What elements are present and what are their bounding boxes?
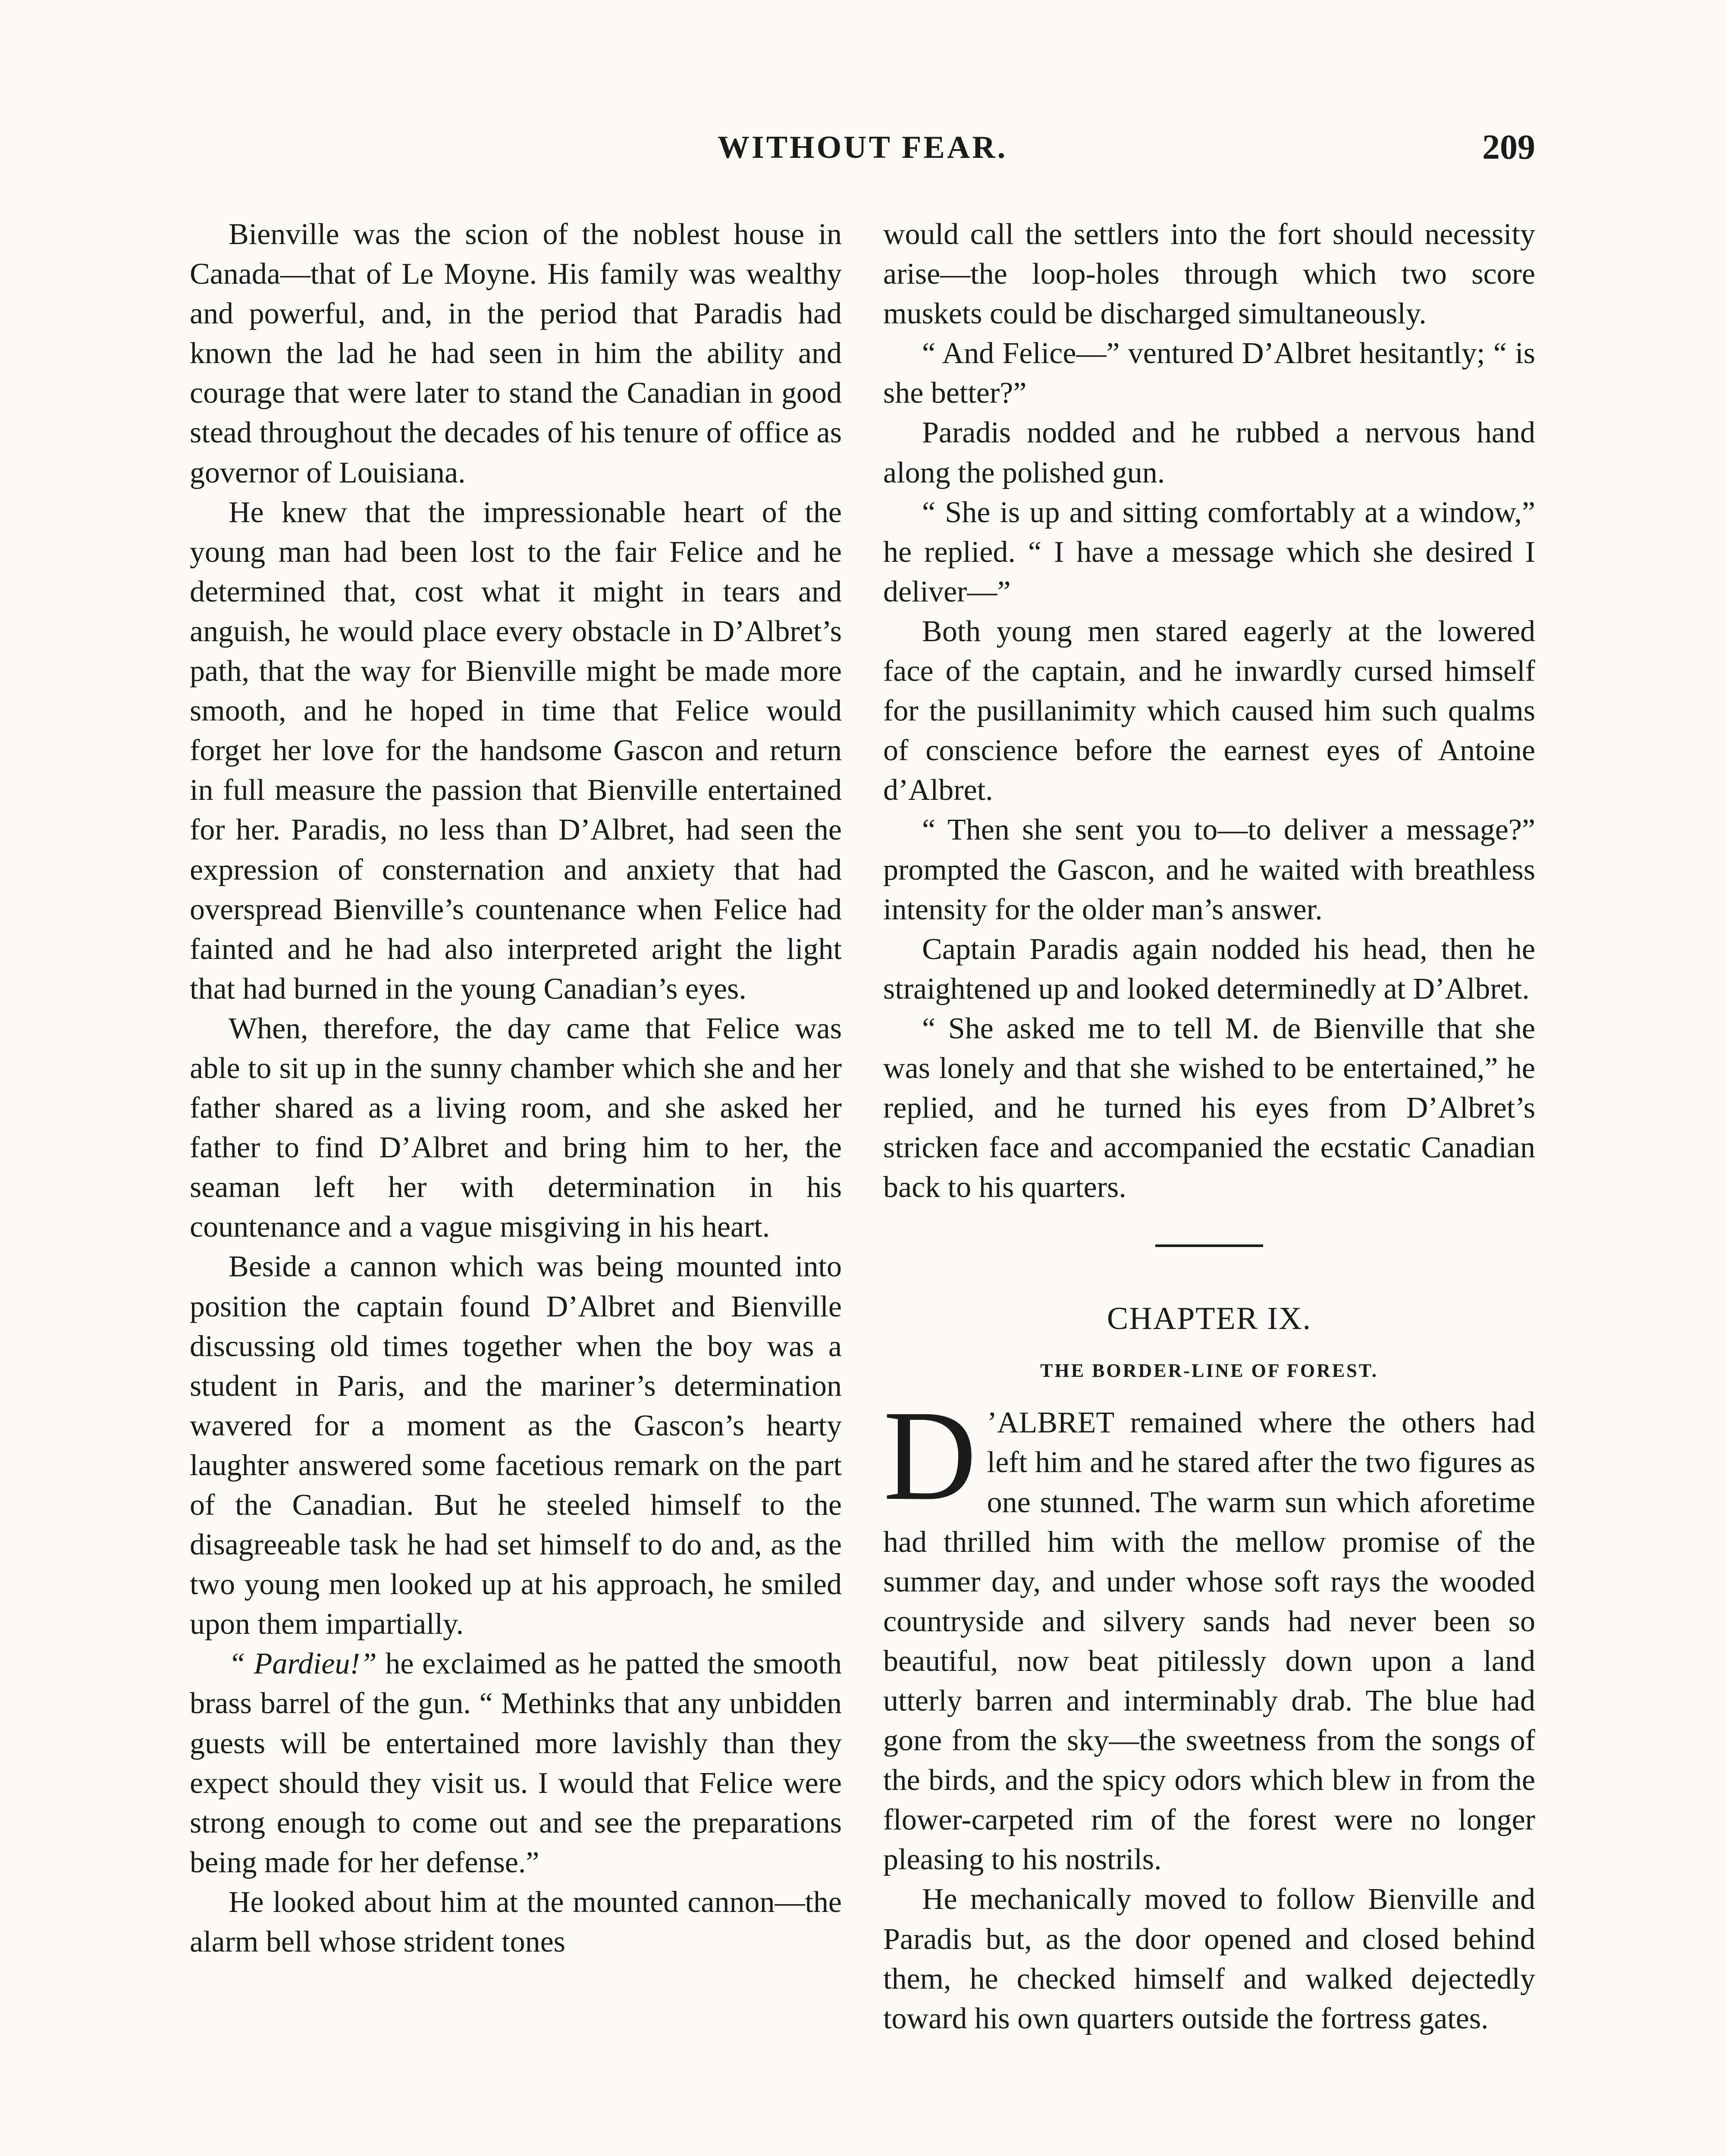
- chapter-subtitle: THE BORDER-LINE OF FOREST.: [1040, 1360, 1378, 1382]
- paragraph-pardieu: [190, 1644, 842, 1883]
- left-column: [190, 215, 842, 1962]
- drop-cap: D: [883, 1384, 977, 1527]
- paragraph: “ Then she sent you to—to deliver a message?” prompted the Gascon, and he waited with breathless intensity for the older man’s answer.: [883, 813, 1535, 926]
- paragraph: Beside a cannon which was being mounted into position the captain found D’Albret and Bienville discussing old times together when the boy was a student in Paris, and the mariner’s determination wavered for a moment as the Gascon’s hearty laughter answered some facetious remark on the part of the Canadian. But he steeled himself to the disagreeable task he had set himself to do and, as the two young men looked up at his approach, he smiled upon them impartially.: [190, 1250, 842, 1641]
- paragraph: “ She asked me to tell M. de Bienville that she was lonely and that she wished to be entertained,” he replied, and he turned his eyes from D’Albret’s stricken face and accompanied the ecstatic Canadian back to his quarters.: [883, 1012, 1535, 1204]
- pardieu-exclamation: “ Pardieu!”: [229, 1647, 377, 1681]
- paragraph: When, therefore, the day came that Felice was able to sit up in the sunny chamber which she and her father shared as a living room, and she asked her father to find D’Albret and bring him to her, the seaman left her with determination in his countenance and a vague misgiving in his heart.: [190, 1012, 842, 1244]
- paragraph-continued: would call the settlers into the fort should necessity arise—the loop-holes through which two score muskets could be discharged simultaneously.: [883, 218, 1535, 331]
- pardieu-text: he exclaimed as he patted the smooth brass barrel of the gun. “ Methinks that any unbidden guests will be entertained more lavishly than they expect should they visit us. I would that Felice were strong enough to come out and see the preparations being made for her defense.”: [190, 1647, 842, 1879]
- right-column: [883, 215, 1535, 2039]
- paragraph: “ And Felice—” ventured D’Albret hesitantly; “ is she better?”: [883, 337, 1535, 410]
- section-divider: [1155, 1244, 1263, 1247]
- paragraph: Captain Paradis again nodded his head, then he straightened up and looked determinedly at D’Albret.: [883, 932, 1535, 1006]
- paragraph: He looked about him at the mounted cannon—the alarm bell whose strident tones: [190, 1885, 842, 1959]
- page-number: 209: [1482, 127, 1535, 166]
- running-head: [190, 129, 1535, 177]
- chapter-opening-paragraph: [883, 1384, 1535, 1880]
- paragraph: Bienville was the scion of the noblest house in Canada—that of Le Moyne. His family was wealthy and powerful, and, in the period that Paradis had known the lad he had seen in him the ability and courage that were later to stand the Canadian in good stead throughout the decades of his tenure of office as governor of Louisiana.: [190, 218, 842, 489]
- chapter-opening-text: ’ALBRET remained where the others had left him and he stared after the two figures as one stunned. The warm sun which aforetime had thrilled him with the mellow promise of the summer day, and under whose soft rays the wooded countryside and silvery sands had never been so beautiful, now beat pitilessly down upon a land utterly barren and interminably drab. The blue had gone from the sky—the sweetness from the songs of the birds, and the spicy odors which blew in from the flower-carpeted rim of the forest were no longer pleasing to his nostrils.: [883, 1406, 1535, 1877]
- paragraph: Paradis nodded and he rubbed a nervous hand along the polished gun.: [883, 416, 1535, 489]
- paragraph: “ She is up and sitting comfortably at a window,” he replied. “ I have a message which she desired I deliver—”: [883, 495, 1535, 608]
- chapter-heading: CHAPTER IX.: [1107, 1301, 1312, 1337]
- paragraph: Both young men stared eagerly at the lowered face of the captain, and he inwardly cursed himself for the pusillanimity which caused him such qualms of conscience before the earnest eyes of Antoine d’Albret.: [883, 614, 1535, 807]
- paragraph: He knew that the impressionable heart of the young man had been lost to the fair Felice and he determined that, cost what it might in tears and anguish, he would place every obstacle in D’Albret’s path, that the way for Bienville might be made more smooth, and he hoped in time that Felice would forget her love for the handsome Gascon and return in full measure the passion that Bienville entertained for her. Paradis, no less than D’Albret, had seen the expression of consternation and anxiety that had overspread Bienville’s countenance when Felice had fainted and he had also interpreted aright the light that had burned in the young Canadian’s eyes.: [190, 495, 842, 1006]
- running-title: WITHOUT FEAR.: [717, 130, 1008, 165]
- paragraph: He mechanically moved to follow Bienville and Paradis but, as the door opened and closed behind them, he checked himself and walked dejectedly toward his own quarters outside the fortress gates.: [883, 1883, 1535, 2035]
